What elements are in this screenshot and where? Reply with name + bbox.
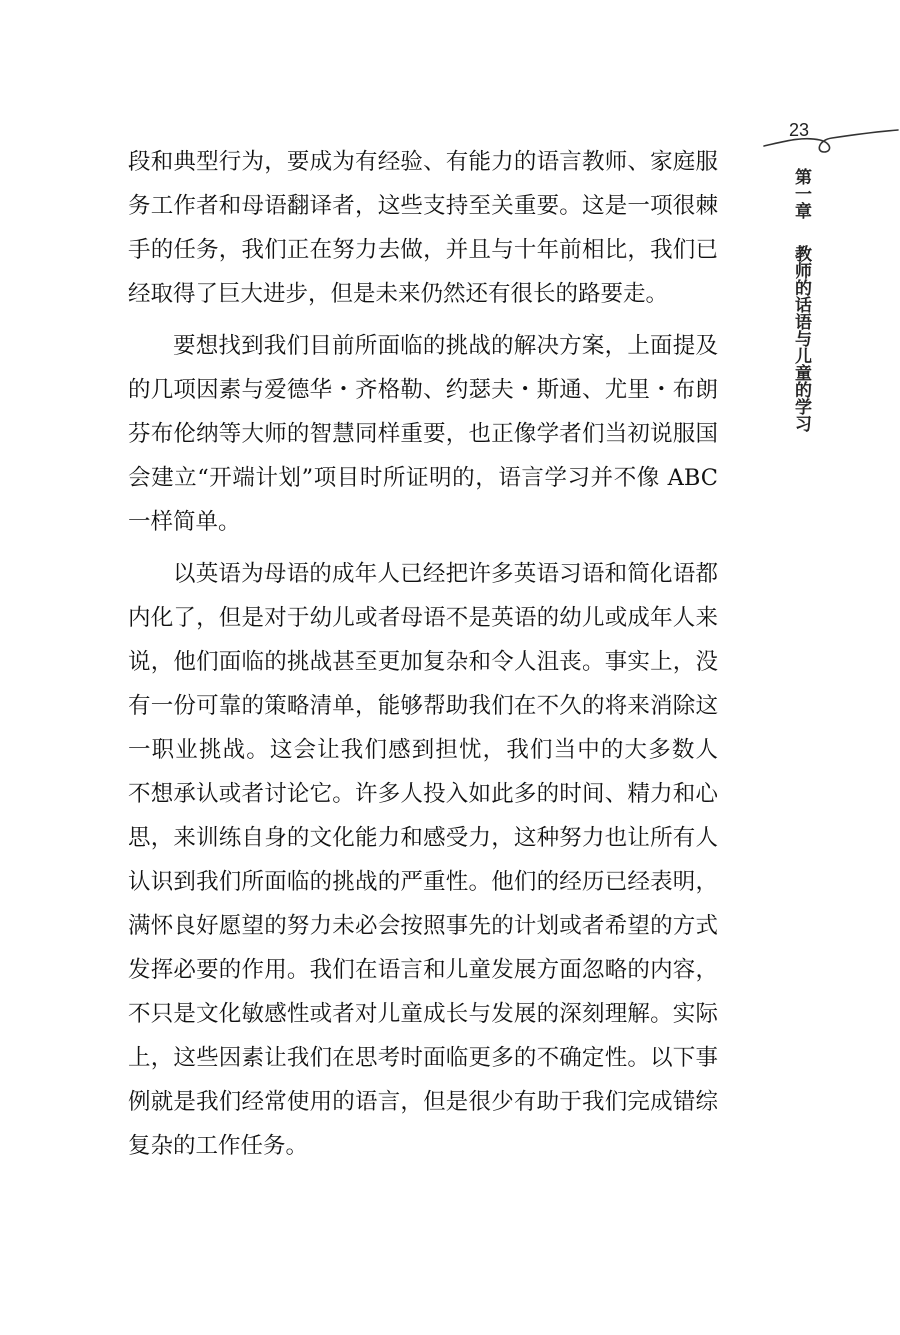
text-line: 务工作者和母语翻译者，这些支持至关重要。这是一项很棘 [128,193,718,219]
text-line: 经取得了巨大进步，但是未来仍然还有很长的路要走。 [128,281,669,307]
decorative-swirl [762,122,900,162]
text-line: 一职业挑战。这会让我们感到担忧，我们当中的大多数人 [128,737,718,763]
text-line: 要想找到我们目前所面临的挑战的解决方案，上面提及 [173,333,718,359]
chapter-running-head [786,168,810,432]
paragraph [128,552,718,1168]
body-text [128,140,718,1176]
text-line: 认识到我们所面临的挑战的严重性。他们的经历已经表明， [128,869,718,895]
text-line: 一样简单。 [128,509,241,535]
text-line: 有一份可靠的策略清单，能够帮助我们在不久的将来消除这 [128,693,718,719]
text-line: 的几项因素与爱德华・齐格勒、约瑟夫・斯通、尤里・布朗 [128,377,718,403]
paragraph [128,324,718,544]
paragraph [128,140,718,316]
text-line: 手的任务，我们正在努力去做，并且与十年前相比，我们已 [128,237,718,263]
text-line: 例就是我们经常使用的语言，但是很少有助于我们完成错综 [128,1089,718,1115]
text-line: 复杂的工作任务。 [128,1133,309,1159]
text-line: 满怀良好愿望的努力未必会按照事先的计划或者希望的方式 [128,913,718,939]
page-number: 23 [789,120,810,140]
text-line: 说，他们面临的挑战甚至更加复杂和令人沮丧。事实上，没 [128,649,718,675]
text-line: 发挥必要的作用。我们在语言和儿童发展方面忽略的内容， [128,957,718,983]
text-line: 会建立“开端计划”项目时所证明的，语言学习并不像 ABC [128,465,718,491]
text-line: 芬布伦纳等大师的智慧同样重要，也正像学者们当初说服国 [128,421,718,447]
text-line: 上，这些因素让我们在思考时面临更多的不确定性。以下事 [128,1045,718,1071]
chapter-label: 第一章 [791,168,811,219]
text-line: 段和典型行为，要成为有经验、有能力的语言教师、家庭服 [128,149,718,175]
text-line: 不想承认或者讨论它。许多人投入如此多的时间、精力和心 [128,781,718,807]
text-line: 思，来训练自身的文化能力和感受力，这种努力也让所有人 [128,825,718,851]
text-line: 不只是文化敏感性或者对儿童成长与发展的深刻理解。实际 [128,1001,718,1027]
chapter-title: 教师的话语与儿童的学习 [791,245,811,432]
text-line: 以英语为母语的成年人已经把许多英语习语和简化语都 [173,561,718,587]
text-line: 内化了，但是对于幼儿或者母语不是英语的幼儿或成年人来 [128,605,718,631]
